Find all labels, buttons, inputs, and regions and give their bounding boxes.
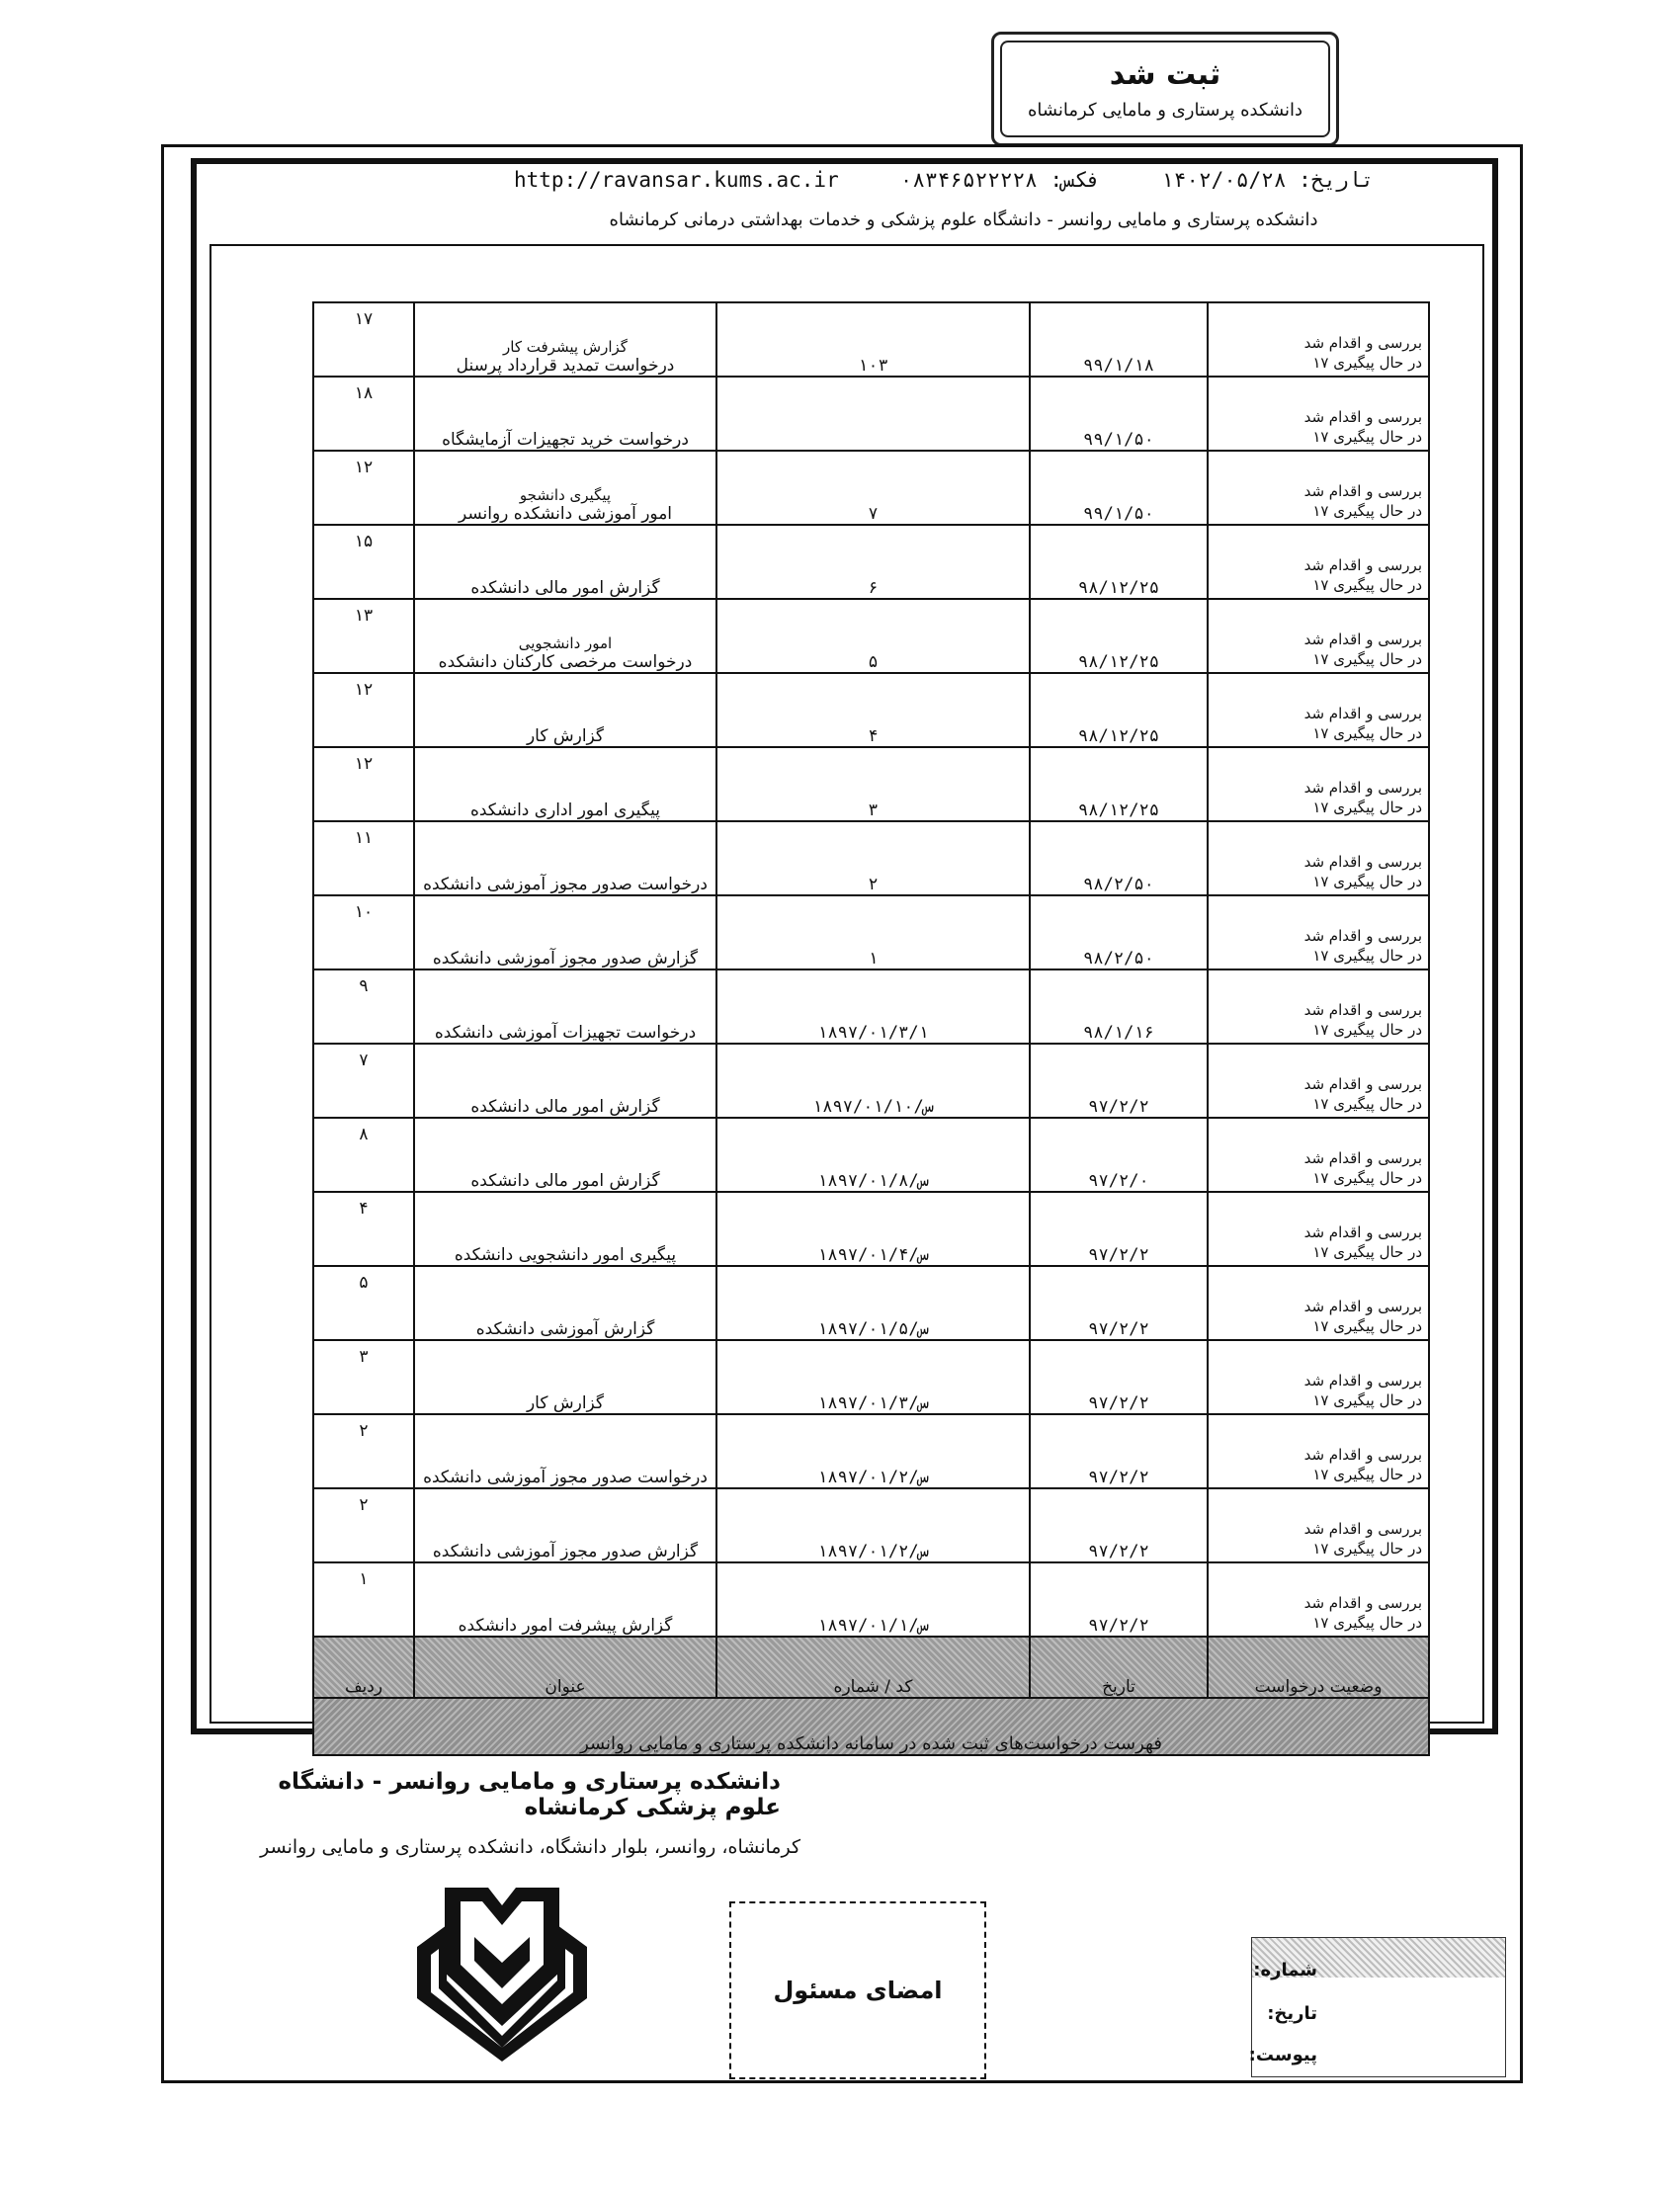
row-title bbox=[414, 821, 716, 895]
row-title-main: گزارش کار bbox=[526, 1393, 605, 1413]
row-number bbox=[313, 525, 414, 599]
row-number-value: ۱۲ bbox=[354, 458, 374, 477]
row-title-main: گزارش آموزشی دانشکده bbox=[475, 1319, 655, 1339]
row-status-line2: در حال پیگیری ۱۷ bbox=[1312, 649, 1422, 668]
row-code: ۶ bbox=[716, 525, 1030, 599]
row-title-main: درخواست صدور مجوز آموزشی دانشکده bbox=[423, 1468, 708, 1487]
row-code: ۷ bbox=[716, 451, 1030, 525]
row-code: ۱ bbox=[716, 895, 1030, 969]
row-title bbox=[414, 451, 716, 525]
row-date: ۹۸/۱۲/۲۵ bbox=[1030, 599, 1208, 673]
row-status-line2: در حال پیگیری ۱۷ bbox=[1312, 723, 1422, 742]
row-title bbox=[414, 673, 716, 747]
row-status-line1: بررسی و اقدام شد bbox=[1303, 1519, 1422, 1538]
row-status bbox=[1208, 1266, 1429, 1340]
table-row bbox=[313, 451, 1429, 525]
received-stamp bbox=[991, 32, 1339, 146]
row-code: ۱۸۹۷/۰۱/س/۱۰ bbox=[716, 1044, 1030, 1118]
row-status bbox=[1208, 599, 1429, 673]
row-status bbox=[1208, 895, 1429, 969]
row-status-line2: در حال پیگیری ۱۷ bbox=[1312, 427, 1422, 446]
row-date: ۹۷/۲/۰ bbox=[1030, 1118, 1208, 1192]
row-date: ۹۸/۱۲/۲۵ bbox=[1030, 673, 1208, 747]
records-table bbox=[312, 301, 1430, 1756]
row-status-line2: در حال پیگیری ۱۷ bbox=[1312, 1316, 1422, 1335]
row-number bbox=[313, 451, 414, 525]
row-number bbox=[313, 1118, 414, 1192]
row-status bbox=[1208, 302, 1429, 377]
row-status-line2: در حال پیگیری ۱۷ bbox=[1312, 1094, 1422, 1113]
row-title-main: درخواست تمدید قرارداد پرسنل bbox=[456, 356, 675, 376]
row-status-line1: بررسی و اقدام شد bbox=[1303, 555, 1422, 574]
row-number bbox=[313, 969, 414, 1044]
row-status-line1: بررسی و اقدام شد bbox=[1303, 1371, 1422, 1390]
row-status-line1: بررسی و اقدام شد bbox=[1303, 1000, 1422, 1019]
row-number-value: ۲ bbox=[359, 1421, 369, 1441]
row-status bbox=[1208, 377, 1429, 451]
row-title-main: درخواست مرخصی کارکنان دانشکده bbox=[438, 652, 693, 672]
row-title bbox=[414, 1118, 716, 1192]
table-caption-row bbox=[313, 1698, 1429, 1755]
row-status-line2: در حال پیگیری ۱۷ bbox=[1312, 1613, 1422, 1632]
row-code: ۱۸۹۷/۰۱/س/۸ bbox=[716, 1118, 1030, 1192]
table-row bbox=[313, 747, 1429, 821]
row-status-line2: در حال پیگیری ۱۷ bbox=[1312, 1539, 1422, 1558]
table-row bbox=[313, 1266, 1429, 1340]
row-title-main: پیگیری امور دانشجویی دانشکده bbox=[454, 1245, 677, 1265]
row-status-line2: در حال پیگیری ۱۷ bbox=[1312, 872, 1422, 890]
row-status-line1: بررسی و اقدام شد bbox=[1303, 1297, 1422, 1315]
table-row bbox=[313, 599, 1429, 673]
row-title bbox=[414, 969, 716, 1044]
row-title-main: درخواست صدور مجوز آموزشی دانشکده bbox=[423, 875, 708, 894]
row-code: ۴ bbox=[716, 673, 1030, 747]
row-status bbox=[1208, 1118, 1429, 1192]
university-logo-icon bbox=[417, 1878, 587, 2062]
row-number-value: ۳ bbox=[359, 1347, 369, 1367]
table-row bbox=[313, 1044, 1429, 1118]
table-row bbox=[313, 525, 1429, 599]
stamp-subtitle: دانشکده پرستاری و مامایی کرمانشاه bbox=[1027, 100, 1303, 121]
row-status bbox=[1208, 1414, 1429, 1488]
letter-header bbox=[514, 168, 1374, 192]
row-status-line2: در حال پیگیری ۱۷ bbox=[1312, 1390, 1422, 1409]
table-row bbox=[313, 1340, 1429, 1414]
row-status-line1: بررسی و اقدام شد bbox=[1303, 1593, 1422, 1612]
row-number bbox=[313, 673, 414, 747]
row-title bbox=[414, 1044, 716, 1118]
row-title-main: گزارش امور مالی دانشکده bbox=[470, 578, 660, 598]
row-status bbox=[1208, 1340, 1429, 1414]
row-date: ۹۷/۲/۲ bbox=[1030, 1266, 1208, 1340]
row-status bbox=[1208, 1192, 1429, 1266]
row-status-line2: در حال پیگیری ۱۷ bbox=[1312, 501, 1422, 520]
row-status-line1: بررسی و اقدام شد bbox=[1303, 778, 1422, 797]
row-status bbox=[1208, 525, 1429, 599]
row-title bbox=[414, 1266, 716, 1340]
footer-heading: دانشکده پرستاری و مامایی روانسر - دانشگاه علوم پزشکی کرمانشاه bbox=[278, 1769, 781, 1820]
fax-number: فکس: ۰۸۳۴۶۵۲۲۲۲۸ bbox=[899, 168, 1101, 192]
row-title-main: درخواست خرید تجهیزات آزمایشگاه bbox=[442, 430, 689, 450]
row-number bbox=[313, 1192, 414, 1266]
row-code: ۱۸۹۷/۰۱/س/۴ bbox=[716, 1192, 1030, 1266]
row-title-main: گزارش صدور مجوز آموزشی دانشکده bbox=[432, 949, 699, 969]
row-number-value: ۷ bbox=[359, 1051, 369, 1070]
row-number bbox=[313, 377, 414, 451]
row-number bbox=[313, 821, 414, 895]
row-title-main: گزارش پیشرفت امور دانشکده bbox=[458, 1616, 673, 1636]
row-number bbox=[313, 747, 414, 821]
site-url: http://ravansar.kums.ac.ir bbox=[514, 168, 839, 192]
row-date: ۹۷/۲/۲ bbox=[1030, 1044, 1208, 1118]
table-row bbox=[313, 969, 1429, 1044]
row-title-main: گزارش صدور مجوز آموزشی دانشکده bbox=[432, 1542, 699, 1561]
row-date: ۹۸/۱۲/۲۵ bbox=[1030, 525, 1208, 599]
row-status bbox=[1208, 969, 1429, 1044]
row-status-line1: بررسی و اقدام شد bbox=[1303, 1222, 1422, 1241]
row-number-value: ۹ bbox=[359, 976, 369, 996]
row-number bbox=[313, 1562, 414, 1637]
row-number-value: ۱۱ bbox=[354, 828, 374, 848]
letter-date-label: تاریخ: bbox=[1267, 2003, 1317, 2024]
table-row bbox=[313, 673, 1429, 747]
table-row bbox=[313, 821, 1429, 895]
stamp-title: ثبت شد bbox=[1109, 57, 1221, 92]
row-status-line2: در حال پیگیری ۱۷ bbox=[1312, 798, 1422, 816]
row-title bbox=[414, 1192, 716, 1266]
row-number bbox=[313, 302, 414, 377]
row-code: ۵ bbox=[716, 599, 1030, 673]
row-title bbox=[414, 895, 716, 969]
row-title-main: امور آموزشی دانشکده روانسر bbox=[458, 504, 673, 524]
row-title bbox=[414, 302, 716, 377]
row-status-line1: بررسی و اقدام شد bbox=[1303, 704, 1422, 722]
row-status-line1: بررسی و اقدام شد bbox=[1303, 926, 1422, 945]
table-header-row bbox=[313, 1637, 1429, 1698]
row-code bbox=[716, 377, 1030, 451]
table-row bbox=[313, 302, 1429, 377]
row-status bbox=[1208, 673, 1429, 747]
row-number bbox=[313, 1414, 414, 1488]
row-number-value: ۱۳ bbox=[354, 606, 374, 626]
row-code: ۱۸۹۷/۰۱/۳/۱ bbox=[716, 969, 1030, 1044]
row-number-value: ۱۸ bbox=[354, 383, 374, 403]
row-number bbox=[313, 1266, 414, 1340]
row-title bbox=[414, 1340, 716, 1414]
row-date: ۹۷/۲/۲ bbox=[1030, 1488, 1208, 1562]
row-title bbox=[414, 599, 716, 673]
row-status-line1: بررسی و اقدام شد bbox=[1303, 630, 1422, 648]
signature-box bbox=[729, 1901, 986, 2079]
row-title-main: پیگیری امور اداری دانشکده bbox=[469, 800, 661, 820]
row-number bbox=[313, 1488, 414, 1562]
row-title-top: گزارش پیشرفت کار bbox=[503, 338, 628, 356]
header-status: وضعیت درخواست bbox=[1208, 1637, 1429, 1698]
row-status bbox=[1208, 1044, 1429, 1118]
row-date: ۹۷/۲/۲ bbox=[1030, 1192, 1208, 1266]
row-status bbox=[1208, 1488, 1429, 1562]
row-status bbox=[1208, 747, 1429, 821]
row-code: ۱۸۹۷/۰۱/س/۳ bbox=[716, 1340, 1030, 1414]
row-status-line2: در حال پیگیری ۱۷ bbox=[1312, 1168, 1422, 1187]
row-number-value: ۱۵ bbox=[354, 532, 374, 551]
row-code: ۳ bbox=[716, 747, 1030, 821]
header-institution: دانشکده پرستاری و مامایی روانسر - دانشگاه علوم پزشکی و خدمات بهداشتی درمانی کرمانشاه bbox=[609, 210, 1318, 230]
row-date: ۹۷/۲/۲ bbox=[1030, 1562, 1208, 1637]
row-date: ۹۷/۲/۲ bbox=[1030, 1340, 1208, 1414]
row-status-line1: بررسی و اقدام شد bbox=[1303, 852, 1422, 871]
row-title bbox=[414, 525, 716, 599]
letter-number-label: شماره: bbox=[1253, 1960, 1317, 1980]
row-number-value: ۵ bbox=[359, 1273, 369, 1293]
row-status-line1: بررسی و اقدام شد bbox=[1303, 407, 1422, 426]
row-date: ۹۷/۲/۲ bbox=[1030, 1414, 1208, 1488]
row-number bbox=[313, 1340, 414, 1414]
row-status-line2: در حال پیگیری ۱۷ bbox=[1312, 1465, 1422, 1483]
table-row bbox=[313, 1562, 1429, 1637]
row-title-main: گزارش امور مالی دانشکده bbox=[470, 1097, 660, 1117]
row-status-line1: بررسی و اقدام شد bbox=[1303, 1148, 1422, 1167]
row-number bbox=[313, 599, 414, 673]
row-number-value: ۱۲ bbox=[354, 680, 374, 700]
header-title: عنوان bbox=[414, 1637, 716, 1698]
row-number-value: ۸ bbox=[359, 1125, 369, 1144]
row-code: ۱۸۹۷/۰۱/س/۲ bbox=[716, 1488, 1030, 1562]
row-number-value: ۴ bbox=[359, 1199, 369, 1219]
row-status bbox=[1208, 821, 1429, 895]
row-date: ۹۹/۱/۱۸ bbox=[1030, 302, 1208, 377]
row-title bbox=[414, 377, 716, 451]
row-number-value: ۱۷ bbox=[354, 309, 374, 329]
row-status-line1: بررسی و اقدام شد bbox=[1303, 1074, 1422, 1093]
row-number-value: ۱۰ bbox=[354, 902, 374, 922]
row-date: ۹۹/۱/۵۰ bbox=[1030, 377, 1208, 451]
row-title-top: امور دانشجویی bbox=[518, 634, 613, 652]
row-number-value: ۲ bbox=[359, 1495, 369, 1515]
table-row bbox=[313, 1192, 1429, 1266]
row-status-line2: در حال پیگیری ۱۷ bbox=[1312, 1242, 1422, 1261]
row-title-top: پیگیری دانشجو bbox=[519, 486, 612, 504]
row-title bbox=[414, 747, 716, 821]
header-date: تاریخ: ۱۴۰۲/۰۵/۲۸ bbox=[1161, 168, 1374, 192]
row-number bbox=[313, 895, 414, 969]
table-row bbox=[313, 1488, 1429, 1562]
row-status-line2: در حال پیگیری ۱۷ bbox=[1312, 1020, 1422, 1039]
row-title bbox=[414, 1414, 716, 1488]
table-row bbox=[313, 377, 1429, 451]
table-caption: فهرست درخواست‌های ثبت شده در سامانه دانشکده پرستاری و مامایی روانسر bbox=[313, 1698, 1429, 1755]
letter-info-box bbox=[1248, 1937, 1506, 2077]
table-row bbox=[313, 895, 1429, 969]
row-status-line1: بررسی و اقدام شد bbox=[1303, 1445, 1422, 1464]
header-date: تاریخ bbox=[1030, 1637, 1208, 1698]
row-status-line1: بررسی و اقدام شد bbox=[1303, 481, 1422, 500]
row-title-main: گزارش امور مالی دانشکده bbox=[470, 1171, 660, 1191]
row-number-value: ۱ bbox=[359, 1569, 369, 1589]
row-date: ۹۸/۲/۵۰ bbox=[1030, 821, 1208, 895]
row-title bbox=[414, 1488, 716, 1562]
signature-label: امضای مسئول bbox=[773, 1977, 943, 2004]
row-code: ۱۸۹۷/۰۱/س/۲ bbox=[716, 1414, 1030, 1488]
row-date: ۹۸/۲/۵۰ bbox=[1030, 895, 1208, 969]
table-row bbox=[313, 1414, 1429, 1488]
row-number-value: ۱۲ bbox=[354, 754, 374, 774]
row-title bbox=[414, 1562, 716, 1637]
letter-attachment-label: پیوست: bbox=[1248, 2045, 1317, 2065]
row-status-line2: در حال پیگیری ۱۷ bbox=[1312, 575, 1422, 594]
row-code: ۱۸۹۷/۰۱/س/۵ bbox=[716, 1266, 1030, 1340]
row-status bbox=[1208, 451, 1429, 525]
row-code: ۲ bbox=[716, 821, 1030, 895]
row-status bbox=[1208, 1562, 1429, 1637]
row-status-line1: بررسی و اقدام شد bbox=[1303, 333, 1422, 352]
row-code: ۱۸۹۷/۰۱/س/۱ bbox=[716, 1562, 1030, 1637]
table-row bbox=[313, 1118, 1429, 1192]
row-number bbox=[313, 1044, 414, 1118]
header-num: ردیف bbox=[313, 1637, 414, 1698]
row-date: ۹۸/۱/۱۶ bbox=[1030, 969, 1208, 1044]
row-title-main: گزارش کار bbox=[526, 726, 605, 746]
row-title-main: درخواست تجهیزات آموزشی دانشکده bbox=[434, 1023, 697, 1043]
header-code: کد / شماره bbox=[716, 1637, 1030, 1698]
row-status-line2: در حال پیگیری ۱۷ bbox=[1312, 946, 1422, 965]
row-status-line2: در حال پیگیری ۱۷ bbox=[1312, 353, 1422, 372]
row-date: ۹۸/۱۲/۲۵ bbox=[1030, 747, 1208, 821]
row-code: ۱۰۳ bbox=[716, 302, 1030, 377]
footer-address: کرمانشاه، روانسر، بلوار دانشگاه، دانشکده پرستاری و مامایی روانسر bbox=[260, 1836, 800, 1858]
row-date: ۹۹/۱/۵۰ bbox=[1030, 451, 1208, 525]
